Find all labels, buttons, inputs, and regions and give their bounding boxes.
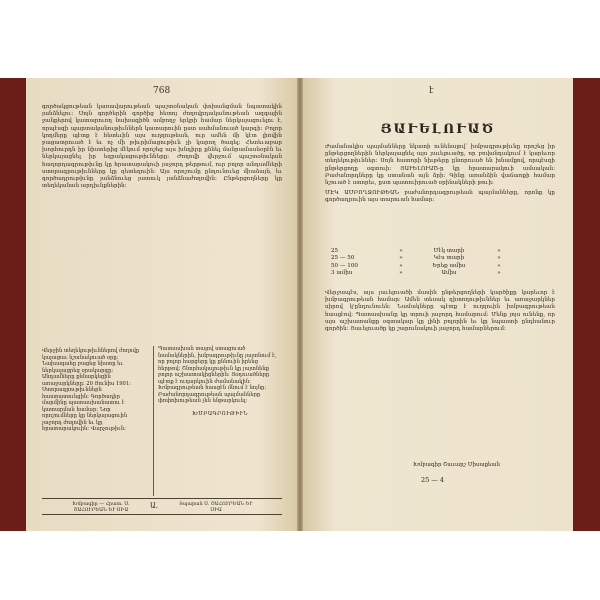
open-book [0,78,600,531]
footer-top-rule [42,498,282,499]
table-row [331,263,551,270]
table-cell: » [399,248,403,254]
subscription-note: ՄԷԿ ԱՄԲՈՂՋՈՒԹԵԱՆ բաժանորդագրութեան պայմանները, որոնք կը գործադրուին այս տարուան համար։ [325,190,555,204]
left-signature: ԽՄԲԱԳՐՈՒԹԻՒՆ [192,410,248,417]
table-cell: » [497,248,501,254]
left-column-a [42,348,146,433]
table-row [331,255,551,262]
left-column-b [158,346,282,417]
table-cell: 25 [331,248,339,254]
footer-right-text: Տպարան Ս. ՇԱՀՈՒՐԵԱՆ ԵՒ ՍԻԱ [179,502,253,513]
table-cell: » [497,262,501,269]
left-main-text: գործակցութեան կառավարութեան պաշտօնական փոխանցման նպատակին յանձնելու։ Սոյն գործերին գործից հետոյ ժողովրդականութեան ազգային ջանքերով կատարուող նախագիծն ամբողջ երկրի համար ներկայացուելու է, որպէսզի պարտականութիւններն կատարուին ըստ սահմանուած կարգի։ Բոլոր կողմերը պէտք է հետեւին այս ուղղութեան, ուր ամեն մի կէտ լիովին բացատրուած է եւ ոչ մի թիւրիմացութիւն չի կարող ծագել։ Հետեւաբար խորհուրդն իր նիստերից մէկում որոշեց այս խնդիրը քննել մանրամասնօրէն եւ ներկայացնել իր եզրակացութիւնները։ Ժողովի վերջում պաշտօնական հաղորդագրութիւնը կը հրատարակուի յաջորդ թերթում, ուր բոլոր անդամների ստորագրութիւնները կը զետեղուին։ Այս որոշումը ընդունուեց միաձայն, եւ գործադրութիւնը յանձնուեց յատուկ յանձնաժողովին։ Ընթերցողները կը տեղեկանան արդիւնքներին։ [42,104,282,190]
table-cell: » [497,255,501,262]
table-cell: Կէս տարի [433,255,465,262]
table-cell: 25 — 50 [331,255,355,262]
table-cell: 3 ամիս [331,270,353,277]
table-cell: Ամիս [441,270,457,277]
table-cell: Երեք ամիս [432,262,466,269]
table-cell: » [399,270,403,277]
footer-mark: Ա. [150,502,158,510]
table-cell: » [497,270,501,277]
table-cell: » [399,262,403,269]
sheet-mark: 25 — 4 [421,476,445,484]
table-cell: 50 — 100 [331,262,358,269]
right-page [303,78,573,531]
right-page-number: է [429,86,434,96]
right-intro-text [325,144,555,205]
table-row [331,248,551,255]
table-cell: Մէկ տարի [433,248,465,254]
table-cell: » [399,255,403,262]
imprint-line: Խմբագիր Շաւարշ Միսաքեան [413,462,500,468]
intro-paragraph: Ժամանակիս պայմանները նկատի ունենալով՝ խմբագրութիւնը որոշեց իր ընթերցողներին ներկայացնել այս յաւելուածը, որ բովանդակում է կարեւոր տեղեկութիւններ։ Սոյն հատորի նիւթերը ընտրուած են խնամքով, որպէսզի ընթերցողը օգտուի։ ՅԱՒԵԼՈՒԱԾ-ը կը հրատարակուի ամսական։ Բաժանորդները կը ստանան այն ձրի։ Գինը առանձին վաճառքի համար նշուած է ստորեւ, ըստ պատուիրուած օրինակների թուի։ [325,144,555,187]
left-column-a-text: Վերջին տեղեկութիւններով ժողովը կայացաւ նշանակուած օրը։ Նախագահը բացեց նիստը եւ ներկայացրեց օրակարգը։ Անդամները քննարկեցին առաջարկները։ 20 Յունիս 1901։ Ստորագրութիւններն հաստատուեցին։ Գործադիր մարմինը պատասխանատու է կատարման համար։ Նոր որոշումները կը ներկայացուին յաջորդ ժողովին եւ կը հրատարակուին։ Վարչութիւն։ [42,348,140,432]
right-body-text: Վերջապէս, այս յաւելուածի մասին ընթերցողների կարծիքը կարեւոր է խմբագրութեան համար։ Ամեն տեսակ դիտողութիւններ եւ առաջարկներ սիրով կ'ընդունուեն։ Նամակները պէտք է ուղղուին խմբագրութեան հասցէով։ Պատասխանը կը տրուի յաջորդ համարում։ Մենք յոյս ունենք, որ այս աշխատանքը օգտակար կը լինի բոլորին եւ կը նպաստի ընդհանուր գործին։ Յաւելուածը կը շարունակուի յաջորդ համարներում։ [325,290,555,333]
chapter-title: ՅԱՒԵԼՈՒԱԾ [380,122,496,137]
column-divider [153,346,154,496]
price-table [331,248,551,278]
left-column-b-text: Պատասխան տալով ստացուած նամակներին, խմբագրութիւնը յայտնում է, որ բոլոր հարցերը կը քննուին իրենց հերթով։ Շնորհակալութիւն կը յայտնենք բոլոր աշխատակիցներին։ Յօդուածները պէտք է ուղարկուին ժամանակին։ Խմբագրութեան հասցէն մնում է նոյնը։ Բաժանորդագրութեան պայմանները փոփոխութեան չեն ենթարկուել։ [158,346,277,404]
left-page-number: 768 [153,86,171,96]
footer-left-text: Խմբագիր — Հրատ. Ս. ՇԱՀՈՒՐԵԱՆ ԵՒ ՍԻԱ [72,502,130,513]
table-row [331,270,551,277]
footer-bottom-rule [42,514,282,515]
left-page [26,78,297,531]
